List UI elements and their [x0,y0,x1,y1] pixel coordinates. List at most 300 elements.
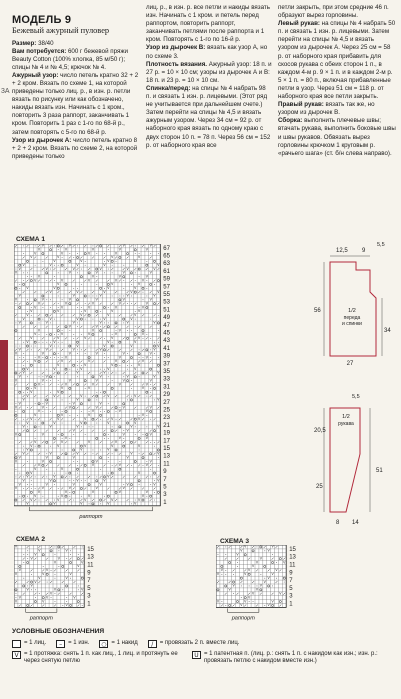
stitch-slip-symbol: V [49,289,52,294]
stitch-slip-symbol: V [103,370,106,375]
stitch-slip-symbol: V [271,572,274,576]
row-number-label: 49 [163,315,170,322]
legend-row-1 [12,640,397,648]
stitch-slip-symbol: V [18,401,21,406]
eyelet-b-label: Узор из дырочек В: [146,44,206,52]
stitch-slip-symbol: V [22,262,25,267]
purl-symbol-icon: – [56,640,65,648]
stitch-slip-symbol: V [53,587,57,592]
row-number-label: 15 [163,445,170,452]
stitch-slip-symbol: V [57,336,60,341]
stitch-slip-symbol: V [76,397,79,402]
row-number-label: 13 [289,554,296,561]
piece-label: 1/2 [348,308,356,314]
stitch-slip-symbol: V [14,432,18,437]
stitch-slip-symbol: V [49,316,52,321]
stitch-slip-symbol: V [57,443,60,448]
stitch-slip-symbol: V [157,262,160,267]
legend [12,628,397,669]
stitch-slip-symbol: V [99,293,102,298]
stitch-slip-symbol: V [107,420,110,425]
stitch-slip-symbol: V [49,451,52,456]
stitch-slip-symbol: V [95,486,98,491]
row-number-label: 31 [163,384,170,391]
stitch-slip-symbol: V [61,332,64,337]
stitch-slip-symbol: V [279,591,282,596]
stitch-slip-symbol: V [30,389,33,394]
density-text: Ажурный узор: 18 п. и 27 р. = 10 × 10 см; узоры из дырочек А и В: 18 п. и 23 р. = 10 × 10 см. [146,60,272,84]
eyelet-b-text: вязать как узор А, но по схеме 3. [146,44,268,60]
stitch-slip-symbol: V [45,374,48,379]
stitch-slip-symbol: V [22,478,25,483]
stitch-slip-symbol: V [45,266,48,271]
stitch-slip-symbol: V [141,359,145,364]
stitch-slip-symbol: V [255,560,259,565]
size-paragraph [12,40,140,48]
stitch-slip-symbol: V [72,293,75,298]
stitch-slip-symbol: V [37,490,41,495]
materials-paragraph [12,48,140,72]
stitch-slip-symbol: V [84,443,87,448]
stitch-slip-symbol: V [107,447,110,452]
stitch-slip-symbol: V [34,440,37,444]
right-sleeve-label: Правый рукав: [278,101,324,109]
density-label: Плотность вязания. [146,60,208,68]
stitch-slip-symbol: V [41,459,44,464]
stitch-slip-symbol: V [22,316,25,321]
stitch-slip-symbol: V [30,583,33,588]
scheme-2-chart [14,545,174,625]
stitch-slip-symbol: V [34,579,37,584]
stitch-slip-symbol: V [145,355,148,360]
row-number-label: 19 [163,430,170,437]
stitch-slip-symbol: V [18,455,21,460]
row-number-label: 5 [163,484,167,491]
stitch-slip-symbol: V [87,386,91,391]
row-number-label: 3 [87,593,91,600]
stitch-slip-symbol: V [141,278,145,283]
dim-label: 34 [384,328,391,334]
stitch-slip-symbol: V [14,572,18,576]
stitch-slip-symbol: V [53,366,56,371]
stitch-slip-symbol: V [134,366,137,371]
stitch-slip-symbol: V [244,572,247,576]
row-number-label: 45 [163,330,170,337]
piece-label: и спинки [342,321,362,327]
row-number-label: 5 [87,585,91,592]
stitch-slip-symbol: V [76,316,79,321]
row-number-label: 11 [289,562,296,569]
stitch-slip-symbol: V [134,420,137,425]
stitch-slip-symbol: V [73,595,76,600]
stitch-slip-symbol: V [114,278,118,283]
stitch-slip-symbol: V [72,266,75,271]
row-number-label: 35 [163,368,170,375]
row-number-label: 27 [163,399,170,406]
stitch-slip-symbol: V [37,382,41,387]
stitch-slip-symbol: V [34,552,37,557]
stitch-slip-symbol: V [228,587,231,592]
stitch-slip-symbol: V [91,382,95,387]
stitch-slip-symbol: V [49,343,52,348]
stitch-slip-symbol: V [91,490,95,495]
sleeve-pattern [300,372,398,532]
stitch-slip-symbol: V [26,393,29,398]
stitch-slip-symbol: V [240,548,243,553]
stitch-slip-symbol: V [157,424,160,429]
stitch-slip-symbol: V [114,440,118,444]
stitch-slip-symbol: V [81,560,84,565]
stitch-slip-symbol: V [65,603,68,608]
stitch-slip-symbol: V [68,486,71,491]
stitch-slip-symbol: V [149,405,152,410]
stitch-slip-symbol: V [99,374,102,379]
stitch-slip-symbol: V [37,301,41,306]
row-number-label: 21 [163,422,170,429]
materials-label: Вам потребуется: [12,47,67,55]
front-back-pattern [300,240,398,370]
right-sleeve-text: вязать так же, но узором из дырочек В. [278,101,375,117]
row-number-label: 1 [87,601,91,608]
size-label: Размер: [12,39,37,47]
stitch-slip-symbol: V [145,247,148,252]
stitch-slip-symbol: V [41,432,44,437]
right-sleeve-paragraph [278,101,396,117]
stitch-slip-symbol: V [145,382,148,387]
row-number-label: 23 [163,415,170,422]
stitch-slip-symbol: V [134,286,137,290]
stitch-slip-symbol: V [103,262,106,267]
stitch-slip-symbol: V [111,309,114,314]
stitch-slip-symbol: V [68,378,71,383]
stitch-slip-symbol: V [118,436,121,441]
legend-text: = 1 протяжка: снять 1 п. как лиц., 1 лиц. и протянуть ее через снятую петлю [24,650,178,664]
stitch-slip-symbol: V [53,474,56,479]
stitch-slip-symbol: V [267,548,270,553]
scheme-1-chart [14,244,304,534]
stitch-slip-symbol: V [138,497,141,502]
stitch-slip-symbol: V [61,440,64,444]
piece-label: переда [343,315,361,321]
legend-text: = 1 патентная п. (лиц. р.: снять 1 п. с накидом как изн.; изн. р.: провязать петлю с накидом вместе изн.) [204,650,378,664]
stitch-slip-symbol: V [145,409,148,414]
stitch-slip-symbol: V [95,405,98,410]
row-number-label: 5 [289,585,293,592]
stitch-slip-symbol: V [107,474,110,479]
back-front-paragraph [146,85,272,150]
stitch-slip-symbol: V [26,366,29,371]
stitch-slip-symbol: V [216,572,220,576]
stitch-slip-symbol: V [45,455,48,460]
stitch-slip-symbol: V [22,451,25,456]
stitch-slip-symbol: V [49,424,52,429]
dim-label: 12,5 [336,248,348,254]
stitch-slip-symbol: V [216,599,220,604]
stitch-slip-symbol: V [45,401,48,406]
stitch-slip-symbol: V [61,359,64,364]
size-value: 38/40 [36,39,54,47]
back-front-text: на спицы № 4 набрать 98 п. и связать 1 изн. р. лицевыми. (Этот ряд не учитывается при дальнейшем счете.) Затем перейти на спицы № 4,5 и вязать ажурным узором. Через 34 см = 92 р. от наборного края вязать по одному краю с двух сторон 10 п. = 78 п. Через 56 см = 152 р. от наборного края все [146,84,271,149]
stitch-slip-symbol: V [149,378,152,383]
stitch-slip-symbol: V [18,320,21,325]
stitch-slip-symbol: V [18,595,21,600]
stitch-slip-symbol: V [118,328,121,333]
stitch-slip-symbol: V [91,301,95,306]
dim-label: 25 [316,484,323,490]
stitch-slip-symbol: V [122,351,125,356]
row-number-label: 57 [163,284,170,291]
stitch-slip-symbol: V [145,490,148,495]
stitch-slip-symbol: V [103,316,106,321]
stitch-slip-symbol: V [220,568,223,573]
row-number-label: 25 [163,407,170,414]
stitch-slip-symbol: V [145,436,148,441]
lace-paragraph [12,72,140,137]
stitch-slip-symbol: V [153,347,156,352]
row-number-label: 11 [163,461,170,468]
assembly-text: выполнить плечевые швы; втачать рукава, выполнить боковые швы и швы рукавов. Обвязать вырез горловины крючком 1 круговым р. «рачьего шага» (ст. б/н слева направо). [278,117,396,157]
stitch-slip-symbol: V [26,420,29,425]
row-number-label: 43 [163,338,170,345]
stitch-slip-symbol: V [122,486,125,491]
stitch-slip-symbol: V [111,416,114,421]
stitch-slip-symbol: V [91,463,95,468]
side-accent-tab [0,340,8,410]
stitch-slip-symbol: V [95,324,98,329]
stitch-slip-symbol: V [18,568,21,573]
stitch-slip-symbol: V [64,247,68,252]
stitch-slip-symbol: V [99,320,102,325]
scheme-3-chart [216,545,386,625]
stitch-slip-symbol: V [232,583,235,588]
stitch-slip-symbol: V [259,556,262,561]
stitch-slip-symbol: V [122,244,125,248]
stitch-slip-symbol: V [87,305,91,310]
stitch-slip-symbol: V [57,309,60,314]
stitch-slip-symbol: V [95,270,98,275]
stitch-slip-symbol: V [149,297,152,302]
stitch-slip-symbol: V [107,366,110,371]
stitch-slip-symbol: V [118,247,121,252]
stitch-slip-symbol: V [69,572,72,576]
stitch-slip-symbol: V [99,401,102,406]
stitch-slip-symbol: V [76,451,79,456]
stitch-slip-symbol: V [80,259,83,264]
stitch-slip-symbol: V [248,568,251,573]
scheme-3-title: СХЕМА 3 [220,538,250,545]
stitch-slip-symbol: V [68,270,71,275]
stitch-slip-symbol: V [157,397,160,402]
stitch-slip-symbol: V [37,274,41,279]
stitch-slip-symbol: V [76,289,79,294]
text-column-3 [278,4,396,158]
stitch-slip-symbol: V [149,432,152,437]
legend-item-knit [12,640,46,648]
stitch-slip-symbol: V [99,482,102,487]
stitch-slip-symbol: V [118,301,121,306]
dim-label: 8 [336,520,340,526]
stitch-slip-symbol: V [45,347,48,352]
row-number-label: 61 [163,268,170,275]
stitch-slip-symbol: V [107,286,110,290]
density-paragraph [146,61,272,85]
stitch-slip-symbol: V [26,474,29,479]
stitch-slip-symbol: V [145,274,148,279]
stitch-slip-symbol: V [84,416,87,421]
stitch-slip-symbol: V [91,247,95,252]
row-number-label: 51 [163,307,170,314]
stitch-slip-symbol: V [14,599,18,604]
stitch-slip-symbol: V [68,405,71,410]
stitch-slip-symbol: V [153,374,156,379]
stitch-slip-symbol: V [145,301,148,306]
stitch-slip-symbol: V [34,305,37,310]
stitch-slip-symbol: V [149,244,152,248]
stitch-slip-symbol: V [118,274,121,279]
left-sleeve-text: на спицы № 4 набрать 50 п. и связать 1 изн. р. лицевыми. Затем перейти на спицы № 4,5 и вязать узором из дырочек А. Через 25 см = 58 р. от наборного края прибавить для скосов рукава с обеих сторон 1 п., в каждом 4-м р. 9 × 1 п. и в каждом 2-м р. 5 × 1 п. = 80 п., включая прибавленные петли в узор. Через 51 см = 118 р. от наборного края все петли закрыть. [278,20,396,101]
stitch-slip-symbol: V [267,575,270,580]
stitch-slip-symbol: V [259,583,262,588]
brioche-symbol-icon: U [192,651,201,659]
materials-text: 600 г бежевой пряжи Beauty Cotton (100% хлопка, 85 м/50 г); спицы № 4 и № 4,5; крючок № 4. [12,47,128,71]
stitch-slip-symbol: V [130,289,133,294]
stitch-slip-symbol: V [118,382,121,387]
stitch-slip-symbol: V [134,393,137,398]
stitch-slip-symbol: V [283,560,286,565]
stitch-slip-symbol: V [267,603,270,608]
row-number-label: 37 [163,361,170,368]
eyelet-a-paragraph [12,137,140,161]
stitch-slip-symbol: V [244,599,247,604]
stitch-slip-symbol: V [57,282,60,287]
stitch-slip-symbol: V [65,575,68,580]
stitch-slip-symbol: V [57,416,60,421]
stitch-slip-symbol: V [26,286,29,290]
stitch-slip-symbol: V [271,599,274,604]
legend-text: = 1 накид [111,639,138,646]
stitch-slip-symbol: V [149,270,152,275]
row-number-label: 9 [163,469,167,476]
row-number-label: 41 [163,345,170,352]
row-number-label: 47 [163,322,170,329]
stitch-slip-symbol: V [68,297,71,302]
stitch-slip-symbol: V [53,501,56,506]
row-number-label: 9 [87,570,91,577]
stitch-slip-symbol: V [53,339,56,344]
stitch-slip-symbol: V [149,351,152,356]
stitch-slip-symbol: V [42,599,45,604]
stitch-slip-symbol: V [46,568,49,573]
stitch-slip-symbol: V [157,451,160,456]
stitch-slip-symbol: V [37,463,41,468]
stitch-slip-symbol: V [49,262,52,267]
stitch-slip-symbol: V [30,255,33,260]
row-number-label: 63 [163,261,170,268]
stitch-slip-symbol: V [72,401,75,406]
row-number-label: 3 [289,593,293,600]
stitch-slip-symbol: V [46,595,49,600]
stitch-slip-symbol: V [149,459,152,464]
stitch-slip-symbol: V [34,386,37,391]
stitch-slip-symbol: V [26,587,29,592]
stitch-slip-symbol: V [77,564,80,569]
left-sleeve-paragraph [278,20,396,101]
stitch-slip-symbol: V [157,370,160,375]
stitch-slip-symbol: V [64,301,68,306]
stitch-slip-symbol: V [141,493,145,498]
stitch-slip-symbol: V [57,556,60,561]
stitch-slip-symbol: V [244,545,247,549]
stitch-slip-symbol: V [84,336,87,341]
stitch-slip-symbol: V [84,309,87,314]
stitch-slip-symbol: V [134,259,137,264]
stitch-slip-symbol: V [18,482,21,487]
stitch-slip-symbol: V [91,409,95,414]
stitch-slip-symbol: V [126,320,129,325]
stitch-slip-symbol: V [87,278,91,283]
stitch-slip-symbol: V [251,564,255,569]
stitch-slip-symbol: V [61,305,64,310]
left-sleeve-label: Левый рукав: [278,20,320,28]
eyelet-b-paragraph [146,44,272,60]
stitch-slip-symbol: V [53,286,56,290]
stitch-slip-symbol: V [275,568,278,573]
row-number-label: 33 [163,376,170,383]
stitch-slip-symbol: V [22,397,25,402]
stitch-slip-symbol: V [141,386,145,391]
stitch-slip-symbol: V [99,266,102,271]
stitch-slip-symbol: V [14,270,18,275]
legend-item-k2tog [148,640,240,648]
stitch-slip-symbol: V [122,297,125,302]
scheme-2-title: СХЕМА 2 [16,536,46,543]
stitch-slip-symbol: V [41,378,44,383]
row-number-label: 39 [163,353,170,360]
stitch-slip-symbol: V [76,343,79,348]
stitch-slip-symbol: V [34,332,37,337]
stitch-slip-symbol: V [138,255,141,260]
stitch-slip-symbol: V [26,339,29,344]
stitch-slip-symbol: V [14,405,18,410]
stitch-slip-symbol: V [103,343,106,348]
knit-symbol-icon [12,640,21,648]
row-number-label: 7 [87,578,91,585]
stitch-slip-symbol: V [45,482,48,487]
stitch-slip-symbol: V [72,482,75,487]
row-number-label: 17 [163,438,170,445]
stitch-slip-symbol: V [80,501,83,506]
stitch-slip-symbol: V [57,255,60,260]
dim-label: 51 [376,468,383,474]
stitch-slip-symbol: V [157,343,160,348]
stitch-slip-symbol: V [41,244,44,248]
stitch-slip-symbol: V [153,482,156,487]
neckline-paragraph: петли закрыть, при этом средние 46 п. образуют вырез горловины. [278,4,389,20]
legend-row-2 [12,651,397,666]
stitch-slip-symbol: V [240,603,243,608]
legend-item-purl [56,640,89,648]
stitch-slip-symbol: V [18,347,21,352]
stitch-slip-symbol: V [107,393,110,398]
stitch-slip-symbol: V [53,393,56,398]
stitch-slip-symbol: V [64,382,68,387]
legend-item-yarn-over [99,640,137,648]
row-number-label: 59 [163,276,170,283]
stitch-slip-symbol: V [236,552,239,557]
stitch-slip-symbol: V [26,312,29,317]
stitch-slip-symbol: V [68,324,71,329]
stitch-slip-symbol: V [134,312,137,317]
